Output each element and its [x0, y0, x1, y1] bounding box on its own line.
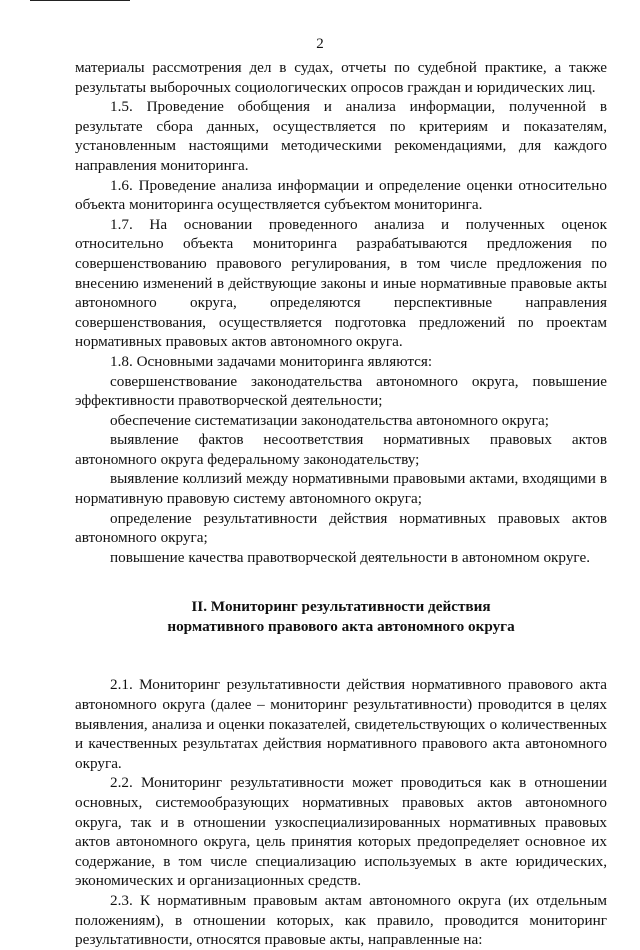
task-item: определение результативности действия нормативных правовых актов автономного округа; [75, 509, 607, 547]
paragraph-2-2: 2.2. Мониторинг результативности может проводиться как в отношении основных, системообразующих нормативных правовых актов автономного округа, так и в отношении узкоспециализированных нормативных правовых актов автономного округа, цель принятия которых предопределяет основное их содержание, в том числе специализацию используемых в акте юридических, экономических и организационных средств. [75, 774, 607, 890]
corner-scan-mark [30, 0, 130, 1]
section-heading-line-2: нормативного правового акта автономного округа [167, 618, 515, 636]
section-heading [75, 597, 607, 637]
paragraph-1-7: 1.7. На основании проведенного анализа и полученных оценок относительно объекта мониторинга разрабатываются предложения по совершенствованию правового регулирования, в том числе предложения по внесению изменений в действующие законы и иные нормативные правовые акты автономного округа, определяются перспективные направления совершенствования, осуществляется подготовка предложений по проектам нормативных правовых актов автономного округа. [75, 215, 607, 351]
task-item: обеспечение систематизации законодательства автономного округа; [110, 411, 549, 429]
section-heading-line-1: II. Мониторинг результативности действия [191, 598, 491, 616]
paragraph-1-6: 1.6. Проведение анализа информации и определение оценки относительно объекта мониторинга осуществляется субъектом мониторинга. [75, 176, 607, 214]
task-item: совершенствование законодательства автономного округа, повышение эффективности правотворческой деятельности; [75, 372, 607, 410]
task-item: выявление фактов несоответствия нормативных правовых актов автономного округа федеральному законодательству; [75, 431, 607, 468]
paragraph-1-8: 1.8. Основными задачами мониторинга являются: [110, 352, 433, 370]
page-number: 2 [316, 36, 324, 52]
paragraph-2-1: 2.1. Мониторинг результативности действия нормативного правового акта автономного округа (далее – мониторинг результативности) проводится в целях выявления, анализа и оценки показателей, свидетельствующих о количественных и качественных результатах действия нормативного правового акта автономного округа. [75, 676, 607, 772]
task-item: выявление коллизий между нормативными правовыми актами, входящими в нормативную правовую систему автономного округа; [75, 470, 607, 508]
paragraph-continuation: материалы рассмотрения дел в судах, отчеты по судебной практике, а также результаты выборочных социологических опросов граждан и юридических лиц. [75, 59, 607, 96]
paragraph-2-3: 2.3. К нормативным правовым актам автономного округа (их отдельным положениям), в отношении которых, как правило, проводится мониторинг результативности, относятся правовые акты, направленные на: [75, 891, 607, 949]
document-body [75, 58, 607, 950]
task-item: повышение качества правотворческой деятельности в автономном округе. [110, 548, 590, 566]
paragraph-1-5: 1.5. Проведение обобщения и анализа информации, полученной в результате сбора данных, осуществляется по критериям и показателям, установленным настоящими методическими рекомендациями, для каждого направления мониторинга. [75, 98, 607, 174]
